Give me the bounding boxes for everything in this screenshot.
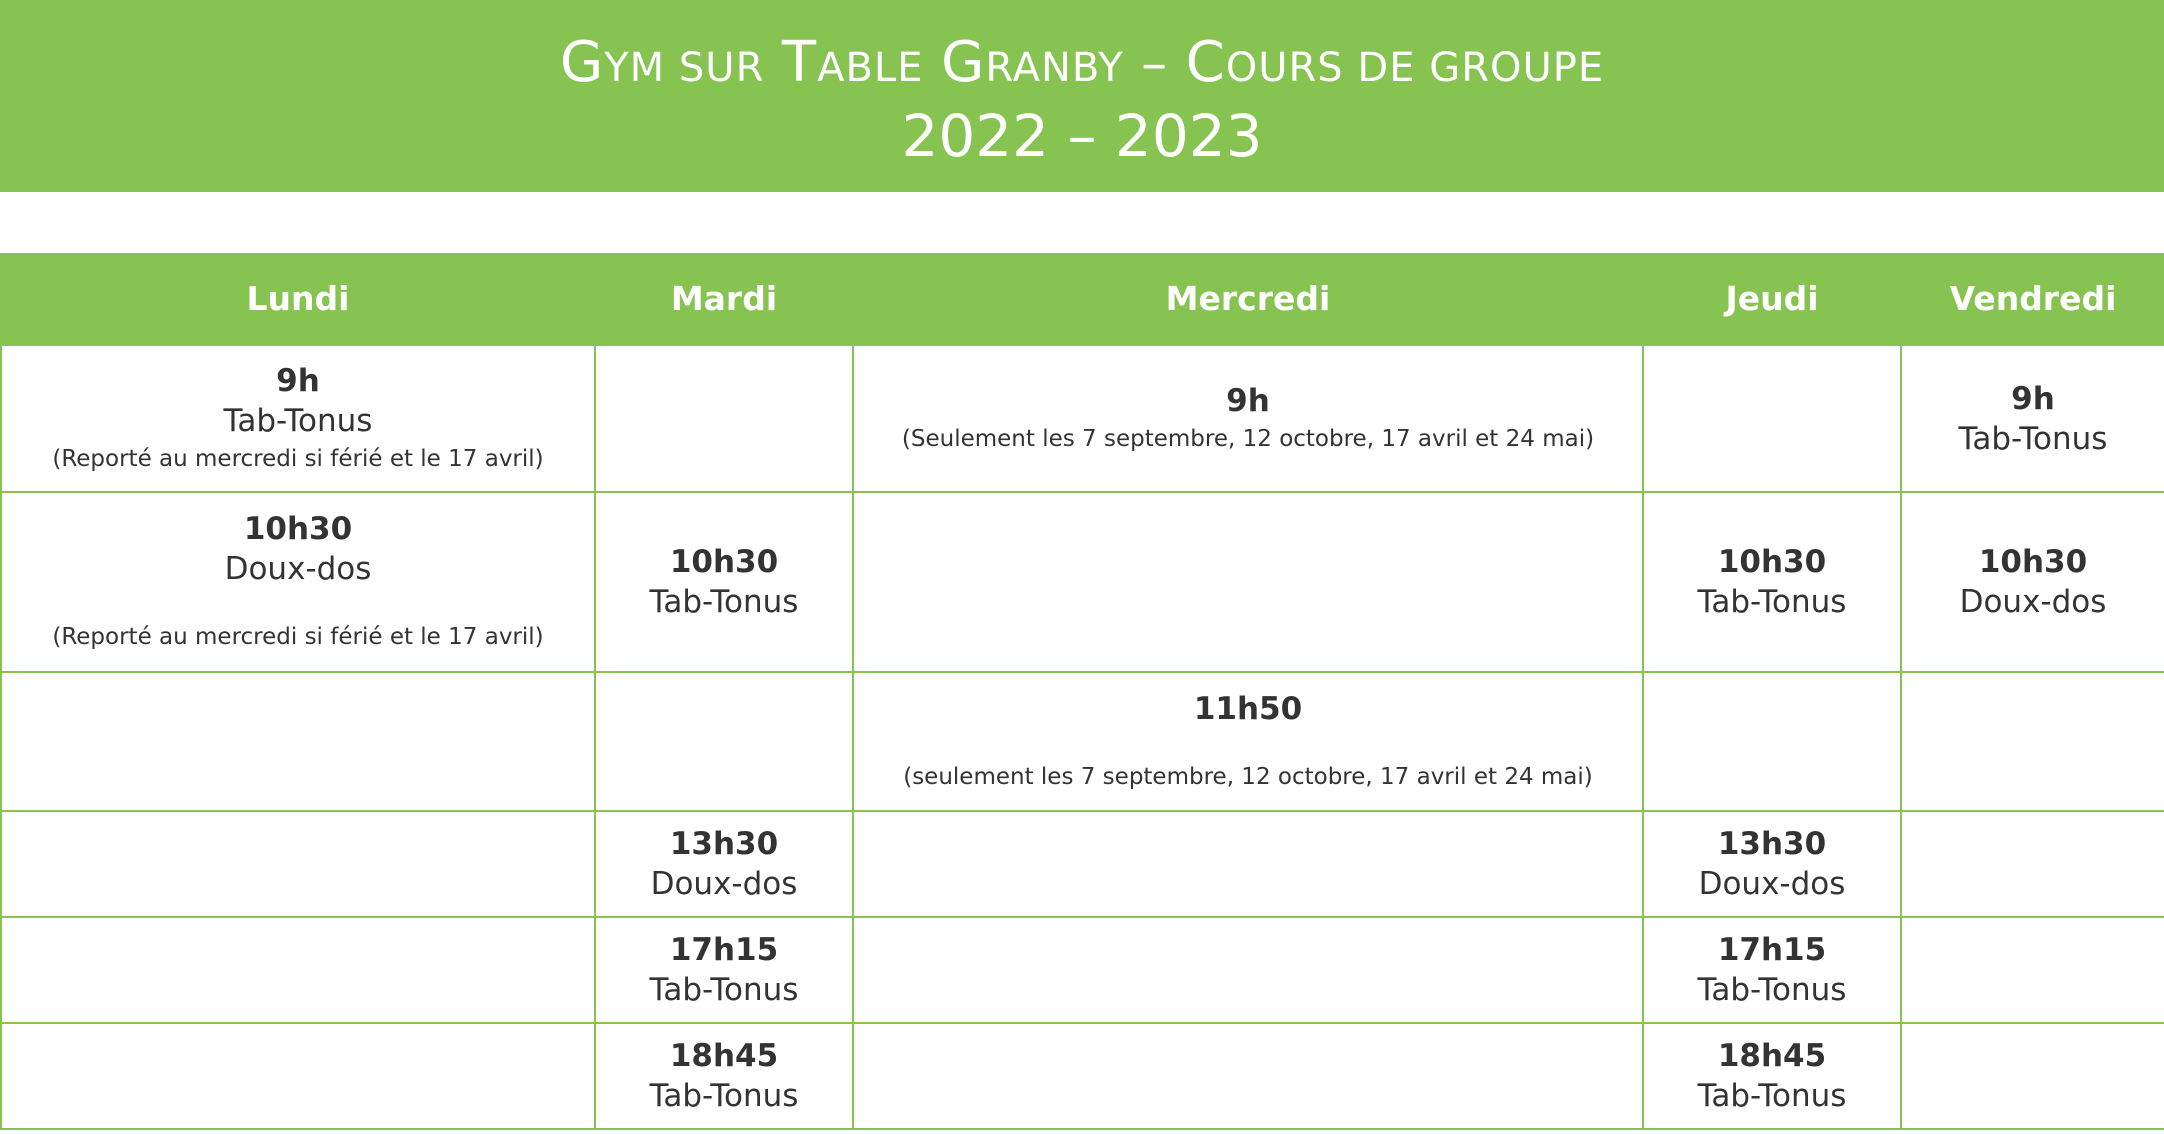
class-time: 17h15	[1717, 932, 1827, 968]
class-time: 10h30	[1978, 544, 2088, 580]
class-name: Tab-Tonus	[1697, 1078, 1847, 1114]
cell-jeudi	[1643, 492, 1901, 672]
cell-jeudi	[1643, 672, 1901, 811]
cell-mardi	[595, 811, 853, 917]
cell-jeudi	[1643, 811, 1901, 917]
cell-jeudi	[1643, 345, 1901, 492]
cell-vendredi	[1901, 811, 2164, 917]
class-name: Tab-Tonus	[649, 1078, 799, 1114]
cell-mardi	[595, 917, 853, 1023]
header-banner	[0, 0, 2164, 192]
cell-vendredi	[1901, 672, 2164, 811]
cell-mercredi	[853, 811, 1643, 917]
day-header-vendredi: Vendredi	[1901, 253, 2164, 345]
cell-lundi	[1, 1023, 595, 1129]
class-name: Doux-dos	[1698, 866, 1846, 902]
class-name: Tab-Tonus	[1958, 420, 2108, 457]
cell-mercredi	[853, 492, 1643, 672]
table-row	[1, 1023, 2164, 1129]
class-time: 17h15	[669, 932, 779, 968]
class-time: 10h30	[243, 511, 353, 547]
cell-mercredi	[853, 917, 1643, 1023]
class-time: 11h50	[1193, 690, 1303, 727]
title-initial: G	[559, 30, 605, 95]
table-row	[1, 917, 2164, 1023]
class-note: (Seulement les 7 septembre, 12 octobre, 17 avril et 24 mai)	[901, 425, 1595, 452]
cell-vendredi	[1901, 345, 2164, 492]
class-note: (Reporté au mercredi si férié et le 17 avril)	[52, 624, 544, 650]
title-initial: G	[941, 30, 986, 95]
page-title	[0, 30, 2164, 101]
day-header-mardi: Mardi	[595, 253, 853, 345]
table-row	[1, 811, 2164, 917]
cell-jeudi	[1643, 1023, 1901, 1129]
cell-lundi	[1, 917, 595, 1023]
class-name: Doux-dos	[224, 551, 372, 587]
cell-mardi	[595, 672, 853, 811]
cell-vendredi	[1901, 917, 2164, 1023]
schedule-table	[0, 253, 2164, 1130]
class-name: Doux-dos	[650, 866, 798, 902]
table-row	[1, 492, 2164, 672]
class-time: 18h45	[1717, 1038, 1827, 1074]
class-name: Tab-Tonus	[1697, 972, 1847, 1008]
title-dash: –	[1141, 34, 1169, 94]
spacer	[854, 729, 1642, 759]
table-row	[1, 345, 2164, 492]
class-time: 13h30	[1717, 826, 1827, 862]
title-word: YM SUR	[604, 45, 765, 91]
cell-mercredi	[853, 1023, 1643, 1129]
class-name: Doux-dos	[1959, 584, 2107, 620]
day-header-lundi: Lundi	[1, 253, 595, 345]
class-time: 10h30	[669, 544, 779, 580]
cell-jeudi	[1643, 917, 1901, 1023]
class-time: 9h	[1226, 382, 1270, 419]
title-initial: C	[1185, 30, 1226, 95]
cell-lundi	[1, 811, 595, 917]
class-time: 18h45	[669, 1038, 779, 1074]
title-initial: T	[781, 30, 818, 95]
class-time: 10h30	[1717, 544, 1827, 580]
day-header-jeudi: Jeudi	[1643, 253, 1901, 345]
cell-mercredi	[853, 672, 1643, 811]
class-time: 9h	[276, 362, 320, 399]
title-word: ABLE	[817, 45, 924, 91]
spacer	[2, 589, 594, 619]
cell-vendredi	[1901, 492, 2164, 672]
cell-mardi	[595, 492, 853, 672]
cell-lundi	[1, 345, 595, 492]
cell-mardi	[595, 1023, 853, 1129]
cell-mardi	[595, 345, 853, 492]
class-name: Tab-Tonus	[223, 402, 373, 439]
cell-vendredi	[1901, 1023, 2164, 1129]
class-time: 9h	[2011, 380, 2055, 417]
class-note: (Reporté au mercredi si férié et le 17 avril)	[52, 445, 544, 472]
title-word: RANBY	[985, 45, 1124, 91]
season-years: 2022 – 2023	[901, 102, 1263, 170]
class-name: Tab-Tonus	[649, 584, 799, 620]
class-note: (seulement les 7 septembre, 12 octobre, 17 avril et 24 mai)	[903, 763, 1593, 790]
class-name: Tab-Tonus	[649, 972, 799, 1008]
day-header-row	[1, 253, 2164, 345]
cell-lundi	[1, 492, 595, 672]
cell-mercredi	[853, 345, 1643, 492]
class-name: Tab-Tonus	[1697, 584, 1847, 620]
cell-lundi	[1, 672, 595, 811]
class-time: 13h30	[669, 826, 779, 862]
day-header-mercredi: Mercredi	[853, 253, 1643, 345]
table-row	[1, 672, 2164, 811]
title-word: OURS DE GROUPE	[1225, 45, 1605, 91]
